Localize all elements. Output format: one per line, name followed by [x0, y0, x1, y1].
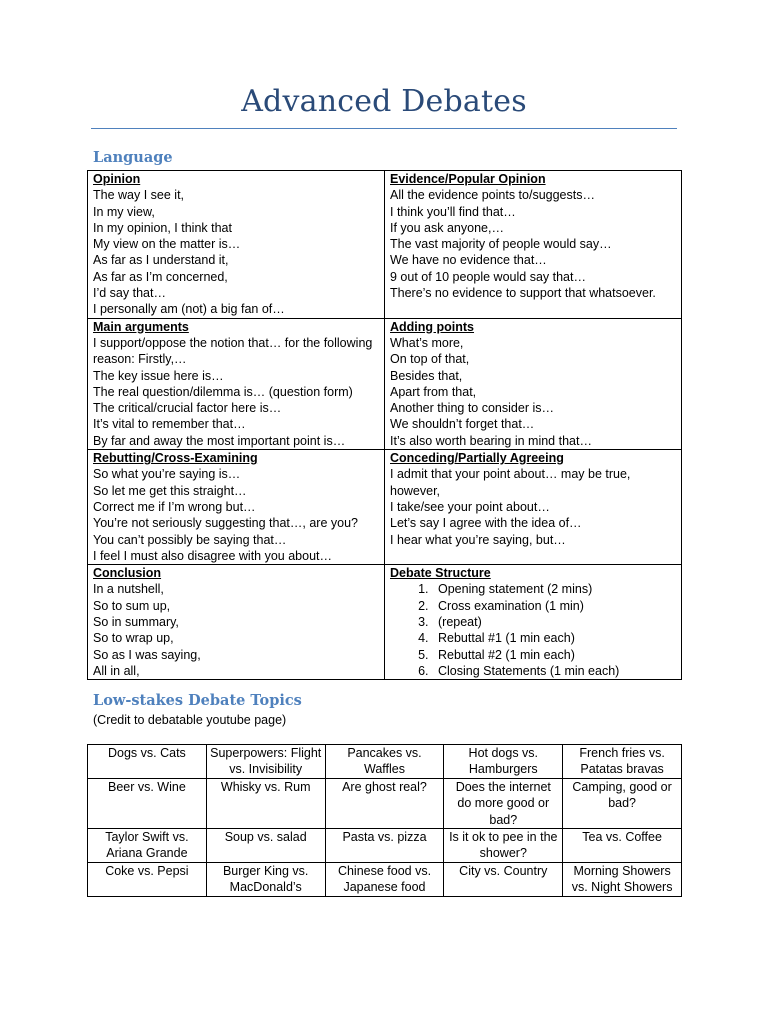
phrase-line: By far and away the most important point is… — [93, 433, 346, 448]
main-arguments-heading: Main arguments — [93, 319, 189, 334]
topic-cell: Tea vs. Coffee — [563, 829, 682, 863]
topic-cell: Camping, good or bad? — [563, 778, 682, 828]
evidence-phrases — [390, 187, 676, 301]
phrase-line: We have no evidence that… — [390, 253, 547, 268]
topic-cell: Pancakes vs. Waffles — [325, 745, 444, 779]
topic-cell: Superpowers: Flight vs. Invisibility — [206, 745, 325, 779]
phrase-line: The critical/crucial factor here is… — [93, 401, 282, 416]
phrase-line: I hear what you’re saying, but… — [390, 532, 566, 547]
topic-cell: Beer vs. Wine — [88, 778, 207, 828]
debate-structure-list — [390, 581, 676, 679]
language-row-1 — [88, 171, 682, 319]
structure-step: 2. Cross examination (1 min) — [432, 598, 676, 614]
phrase-line: I’d say that… — [93, 286, 166, 301]
topic-cell: Morning Showers vs. Night Showers — [563, 862, 682, 896]
phrase-line: I take/see your point about… — [390, 499, 550, 514]
phrase-line: So in summary, — [93, 615, 179, 630]
phrase-line: 9 out of 10 people would say that… — [390, 269, 586, 284]
adding-points-phrases — [390, 335, 676, 449]
phrase-line: Let’s say I agree with the idea of… — [390, 516, 582, 531]
phrase-line: If you ask anyone,… — [390, 220, 504, 235]
debate-structure-cell — [385, 565, 682, 680]
opinion-heading: Opinion — [93, 172, 141, 186]
conceding-cell — [385, 450, 682, 565]
language-table — [87, 170, 682, 680]
topic-cell: Burger King vs. MacDonald’s — [206, 862, 325, 896]
document-title: Advanced Debates — [241, 84, 527, 119]
phrase-line: Apart from that, — [390, 384, 477, 399]
structure-step: 6. Closing Statements (1 min each) — [432, 663, 676, 679]
debate-topics-table — [87, 744, 682, 897]
phrase-line: It’s vital to remember that… — [93, 417, 246, 432]
phrase-line: All the evidence points to/suggests… — [390, 188, 595, 203]
opinion-cell — [88, 171, 385, 319]
structure-step: 1. Opening statement (2 mins) — [432, 581, 676, 597]
conclusion-heading: Conclusion — [93, 566, 162, 581]
phrase-line: It’s also worth bearing in mind that… — [390, 433, 592, 448]
phrase-line: So as I was saying, — [93, 647, 201, 662]
phrase-line: We shouldn’t forget that… — [390, 417, 535, 432]
phrase-line: All in all, — [93, 663, 140, 678]
language-heading: Language — [93, 149, 173, 166]
conceding-heading: Conceding/Partially Agreeing — [390, 451, 564, 466]
rebutting-heading: Rebutting/Cross-Examining — [93, 451, 258, 466]
debate-structure-heading: Debate Structure — [390, 566, 491, 581]
conclusion-cell — [88, 565, 385, 680]
phrase-line: I personally am (not) a big fan of… — [93, 302, 285, 317]
phrase-line: So let me get this straight… — [93, 483, 247, 498]
conceding-phrases — [390, 466, 676, 547]
phrase-line: I feel I must also disagree with you about… — [93, 548, 333, 563]
phrase-line: I think you’ll find that… — [390, 204, 516, 219]
main-arguments-phrases — [93, 335, 379, 449]
phrase-line: In my opinion, I think that — [93, 220, 232, 235]
phrase-line: You’re not seriously suggesting that…, are you? — [93, 516, 358, 531]
language-row-3 — [88, 450, 682, 565]
topic-row — [88, 778, 682, 828]
topic-cell: French fries vs. Patatas bravas — [563, 745, 682, 779]
phrase-line: Correct me if I’m wrong but… — [93, 499, 256, 514]
topic-cell: Taylor Swift vs. Ariana Grande — [88, 829, 207, 863]
topic-cell: Chinese food vs. Japanese food — [325, 862, 444, 896]
evidence-cell — [385, 171, 682, 319]
topic-cell: Coke vs. Pepsi — [88, 862, 207, 896]
phrase-line: So what you’re saying is… — [93, 467, 241, 482]
topic-row — [88, 829, 682, 863]
topic-cell: Are ghost real? — [325, 778, 444, 828]
phrase-line: Besides that, — [390, 368, 463, 383]
phrase-line: So to sum up, — [93, 598, 171, 613]
topic-cell: Soup vs. salad — [206, 829, 325, 863]
topic-cell: Hot dogs vs. Hamburgers — [444, 745, 563, 779]
adding-points-heading: Adding points — [390, 319, 475, 334]
phrase-line: The way I see it, — [93, 188, 185, 203]
phrase-line: The real question/dilemma is… (question form) — [93, 384, 353, 399]
evidence-heading: Evidence/Popular Opinion — [390, 172, 546, 186]
topic-cell: Whisky vs. Rum — [206, 778, 325, 828]
phrase-line: What’s more, — [390, 335, 464, 350]
topic-cell: Pasta vs. pizza — [325, 829, 444, 863]
adding-points-cell — [385, 318, 682, 449]
structure-step: 4. Rebuttal #1 (1 min each) — [432, 630, 676, 646]
topic-cell: Is it ok to pee in the shower? — [444, 829, 563, 863]
rebutting-cell — [88, 450, 385, 565]
language-row-4 — [88, 565, 682, 680]
phrase-line: As far as I understand it, — [93, 253, 229, 268]
title-underline — [91, 128, 677, 129]
opinion-phrases — [93, 187, 379, 317]
topic-row — [88, 862, 682, 896]
phrase-line: You can’t possibly be saying that… — [93, 532, 287, 547]
structure-step: 5. Rebuttal #2 (1 min each) — [432, 647, 676, 663]
phrase-line: I admit that your point about… may be true, however, — [390, 467, 631, 498]
phrase-line: There’s no evidence to support that whatsoever. — [390, 286, 656, 301]
phrase-line: My view on the matter is… — [93, 237, 241, 252]
phrase-line: The vast majority of people would say… — [390, 237, 612, 252]
credit-note: (Credit to debatable youtube page) — [93, 713, 287, 727]
phrase-line: On top of that, — [390, 352, 470, 367]
language-row-2 — [88, 318, 682, 449]
topics-heading: Low-stakes Debate Topics — [93, 692, 302, 709]
phrase-line: As far as I’m concerned, — [93, 269, 228, 284]
phrase-line: So to wrap up, — [93, 631, 174, 646]
phrase-line: Another thing to consider is… — [390, 401, 554, 416]
topic-cell: Dogs vs. Cats — [88, 745, 207, 779]
phrase-line: I support/oppose the notion that… for the following reason: Firstly,… — [93, 335, 373, 367]
rebutting-phrases — [93, 466, 379, 564]
phrase-line: In a nutshell, — [93, 582, 164, 597]
structure-step: 3. (repeat) — [432, 614, 676, 630]
topic-cell: City vs. Country — [444, 862, 563, 896]
main-arguments-cell — [88, 318, 385, 449]
topic-cell: Does the internet do more good or bad? — [444, 778, 563, 828]
topic-row — [88, 745, 682, 779]
conclusion-phrases — [93, 581, 379, 679]
phrase-line: The key issue here is… — [93, 368, 224, 383]
phrase-line: In my view, — [93, 204, 155, 219]
